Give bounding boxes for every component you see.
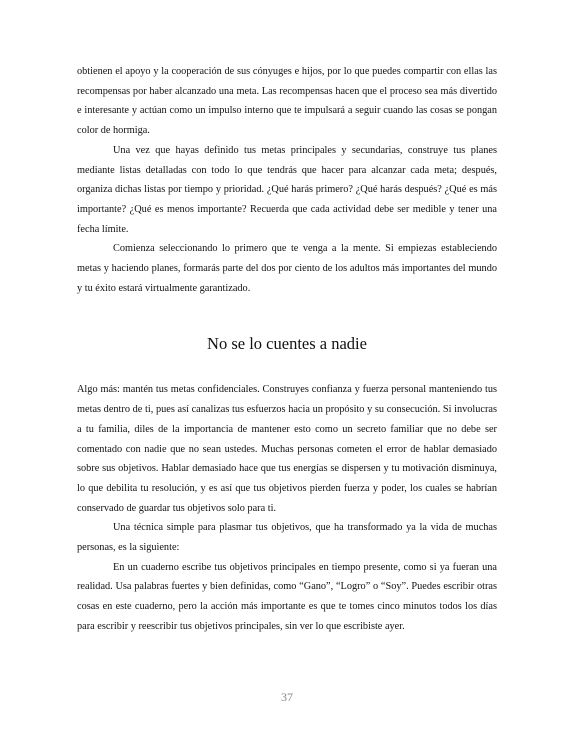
paragraph: Algo más: mantén tus metas confidenciales. Construyes confianza y fuerza personal manteniendo tus metas dentro de ti, pues así canalizas tus esfuerzos hacia un propósito y su consecución. Si involucras a tu familia, diles de la importancia de mantener esto como un secreto familiar que no debe ser comentado con nadie que no sean ustedes. Muchas personas cometen el error de hablar demasiado sobre sus objetivos. Hablar demasiado hace que tus energías se dispersen y tu motivación disminuya, lo que debilita tu resolución, y es así que tus objetivos pierden fuerza y poder, los cuales se habrían conservado de guardar tus objetivos solo para ti.	[77, 384, 497, 514]
paragraph: En un cuaderno escribe tus objetivos principales en tiempo presente, como si ya fueran una realidad. Usa palabras fuertes y bien definidas, como “Gano”, “Logro” o “Soy”. Puedes escribir otras cosas en este cuaderno, pero la acción más importante es que te tomes cinco minutos todos los días para escribir y reescribir tus objetivos principales, sin ver lo que escribiste ayer.	[77, 561, 497, 632]
paragraph: Una vez que hayas definido tus metas principales y secundarias, construye tus planes mediante listas detalladas con todo lo que tendrás que hacer para alcanzar cada meta; después, organiza dichas listas por tiempo y prioridad. ¿Qué harás primero? ¿Qué harás después? ¿Qué es más importante? ¿Qué es menos importante? Recuerda que cada actividad debe ser medible y tener una fecha límite.	[77, 144, 497, 235]
page-body	[77, 62, 497, 637]
section-heading: No se lo cuentes a nadie	[207, 334, 367, 354]
paragraph: Una técnica simple para plasmar tus objetivos, que ha transformado ya la vida de muchas personas, es la siguiente:	[77, 522, 497, 554]
paragraph: Comienza seleccionando lo primero que te venga a la mente. Si empiezas estableciendo metas y haciendo planes, formarás parte del dos por ciento de los adultos más importantes del mundo y tu éxito estará virtualmente garantizado.	[77, 243, 497, 294]
page-number: 37	[281, 690, 293, 704]
paragraph: obtienen el apoyo y la cooperación de sus cónyuges e hijos, por lo que puedes compartir con ellas las recompensas por haber alcanzado una meta. Las recompensas hacen que el proceso sea más divertido e interesante y actúan como un impulso interno que te impulsará a seguir cuando las cosas se pongan color de hormiga.	[77, 66, 497, 137]
spacer	[77, 298, 497, 333]
spacer	[77, 355, 497, 380]
